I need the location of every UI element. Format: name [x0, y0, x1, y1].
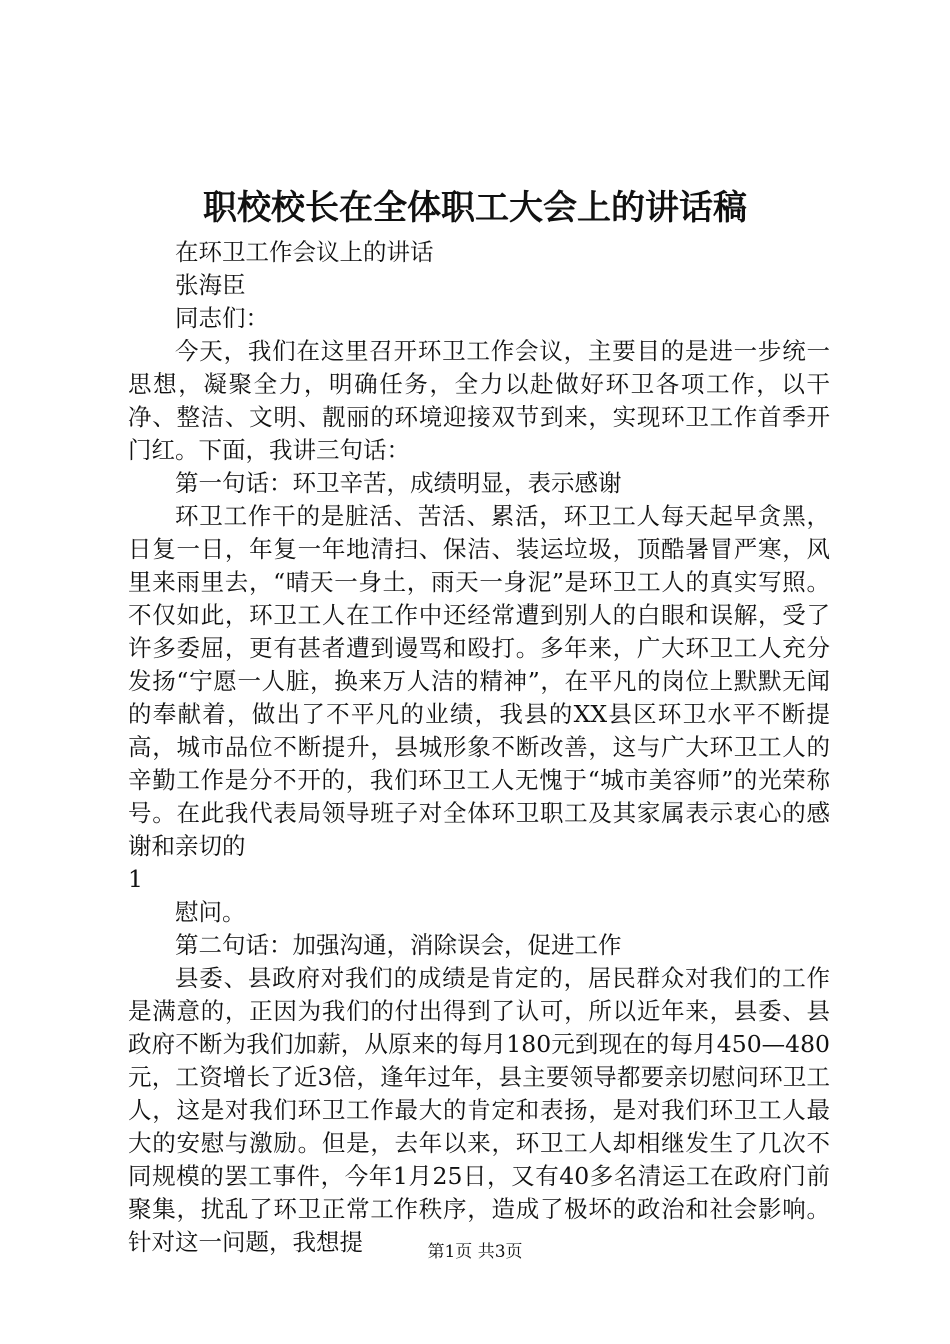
section-heading-2: 第二句话：加强沟通，消除误会，促进工作 — [175, 931, 622, 959]
speaker-name: 张海臣 — [175, 271, 246, 299]
body-paragraph: 县委、县政府对我们的成绩是肯定的，居民群众对我们的工作是满意的，正因为我们的付出得到了认可，所以近年来，县委、县政府不断为我们加薪，从原来的每月180元到现在的每月450—480元，工资增长了近3倍，逢年过年，县主要领导都要亲切慰问环卫工人，这是对我们环卫工作最大的肯定和表扬，是对我们环卫工人最大的安慰与激励。但是，去年以来，环卫工人却相继发生了几次不同规模的罢工事件，今年1月25日，又有40多名清运工在政府门前聚集，扰乱了环卫正常工作秩序，造成了极坏的政治和社会影响。针对这一问题，我想提 — [128, 964, 830, 1256]
speech-title: 在环卫工作会议上的讲话 — [175, 238, 434, 266]
inline-page-number: 1 — [128, 865, 143, 893]
body-paragraph-continuation: 慰问。 — [175, 898, 246, 926]
section-heading-1: 第一句话：环卫辛苦，成绩明显，表示感谢 — [175, 469, 622, 497]
document-title: 职校校长在全体职工大会上的讲话稿 — [203, 188, 747, 228]
intro-paragraph: 今天，我们在这里召开环卫工作会议，主要目的是进一步统一思想，凝聚全力，明确任务，全力以赴做好环卫各项工作，以干净、整洁、文明、靓丽的环境迎接双节到来，实现环卫工作首季开门红。下面，我讲三句话： — [128, 337, 830, 464]
page-footer: 第1页 共3页 — [427, 1242, 523, 1262]
body-paragraph: 环卫工作干的是脏活、苦活、累活，环卫工人每天起早贪黑，日复一日，年复一年地清扫、保洁、装运垃圾，顶酷暑冒严寒，风里来雨里去，“晴天一身土，雨天一身泥”是环卫工人的真实写照。不仅如此，环卫工人在工作中还经常遭到别人的白眼和误解，受了许多委屈，更有甚者遭到谩骂和殴打。多年来，广大环卫工人充分发扬“宁愿一人脏，换来万人洁的精神”，在平凡的岗位上默默无闻的奉献着，做出了不平凡的业绩，我县的XX县区环卫水平不断提高，城市品位不断提升，县城形象不断改善，这与广大环卫工人的辛勤工作是分不开的，我们环卫工人无愧于“城市美容师”的光荣称号。在此我代表局领导班子对全体环卫职工及其家属表示衷心的感谢和亲切的 — [128, 502, 830, 860]
salutation: 同志们： — [175, 304, 269, 332]
document-body — [128, 236, 830, 1259]
